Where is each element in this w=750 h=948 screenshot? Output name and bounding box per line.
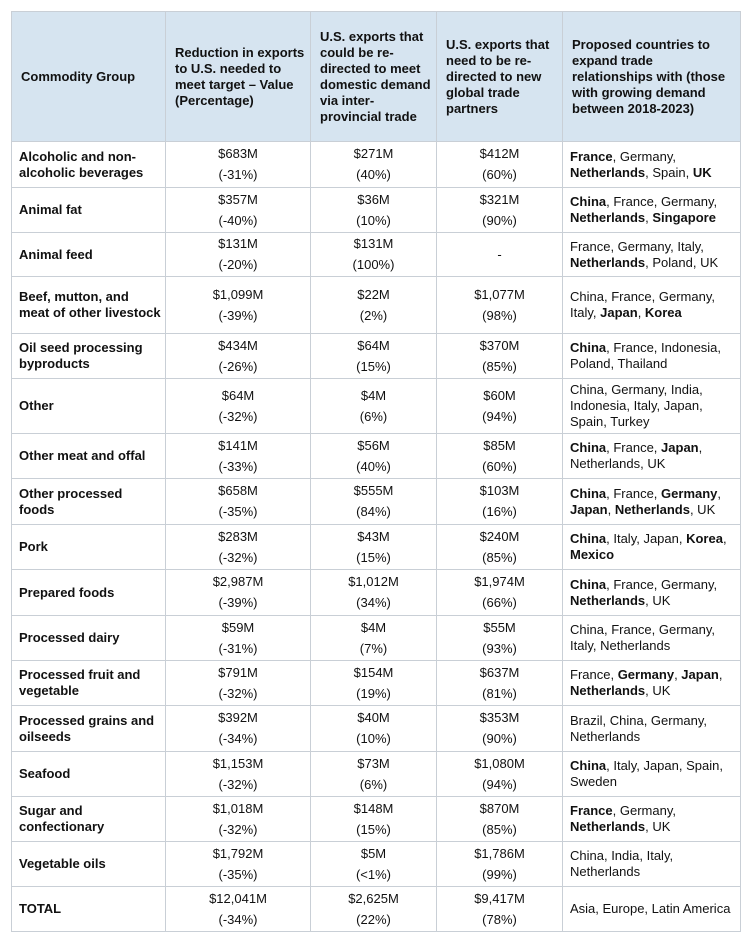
trade-table-container [11,11,740,932]
proposed-countries-cell [563,334,741,379]
table-body [12,142,741,932]
proposed-countries-cell [563,479,741,525]
commodity-group-cell: Pork [12,525,166,570]
reduction-percentage: (-35%) [218,504,258,519]
reduction-value: $683M [218,146,258,161]
interprovincial-percentage: (84%) [356,504,391,519]
highlighted-country: Netherlands [570,819,646,834]
interprovincial-percentage: (2%) [359,307,388,323]
global-partners-value: $412M [479,146,520,161]
country-text: , Spain, [645,164,693,180]
reduction-cell [166,334,311,379]
interprovincial-percentage: (15%) [356,821,391,837]
reduction-percentage: (-26%) [218,358,258,374]
interprovincial-cell [311,797,437,842]
highlighted-country: France [570,803,613,818]
country-text: , [717,485,722,501]
global-partners-cell [437,661,563,706]
reduction-percentage: (-32%) [218,408,258,424]
highlighted-country: China [570,440,607,455]
reduction-value: $2,987M [212,574,264,589]
interprovincial-percentage: (15%) [356,358,391,374]
highlighted-country: China [570,758,607,773]
commodity-group-cell: Beef, mutton, and meat of other livestock [12,277,166,334]
reduction-cell [166,142,311,188]
highlighted-country: China [570,485,607,501]
highlighted-country: Japan [681,667,719,682]
global-partners-cell [437,334,563,379]
global-partners-percentage: (99%) [482,866,517,882]
global-partners-cell [437,434,563,479]
reduction-percentage: (-32%) [218,549,258,565]
header-commodity-group: Commodity Group [12,12,166,142]
interprovincial-value: $555M [353,483,394,498]
reduction-value: $283M [218,528,258,544]
global-partners-value: $1,077M [474,286,525,302]
country-text: , [645,210,653,225]
global-partners-value: $103M [479,483,520,498]
interprovincial-cell [311,277,437,334]
global-partners-value: $870M [479,800,520,816]
global-partners-value: $85M [483,437,516,453]
proposed-countries-cell [563,233,741,277]
proposed-countries-cell [563,188,741,233]
interprovincial-percentage: (6%) [359,408,388,424]
interprovincial-percentage: (15%) [356,549,391,565]
country-text: China, Germany, India, Indonesia, Italy, Japan, Spain, Turkey [570,382,703,429]
highlighted-country: Japan [600,305,638,320]
reduction-value: $1,792M [212,845,264,861]
reduction-value: $1,099M [212,286,264,302]
interprovincial-value: $1,012M [348,574,399,589]
reduction-cell [166,525,311,570]
reduction-cell [166,233,311,277]
country-text: , [637,305,645,320]
interprovincial-percentage: (40%) [356,167,391,182]
global-partners-cell [437,797,563,842]
highlighted-country: China [570,194,607,209]
interprovincial-cell [311,570,437,616]
interprovincial-cell [311,842,437,887]
country-text: , France, Germany, [606,576,718,592]
interprovincial-value: $148M [353,800,394,816]
reduction-cell [166,797,311,842]
country-text: , [607,501,615,517]
reduction-percentage: (-32%) [218,685,258,701]
interprovincial-percentage: (34%) [356,595,391,610]
country-text: China, France, Germany, Italy, [570,289,715,320]
global-partners-value: $1,786M [474,845,525,861]
commodity-group-cell: Processed dairy [12,616,166,661]
commodity-group-cell: Processed fruit and vegetable [12,661,166,706]
reduction-percentage: (-35%) [218,866,258,882]
commodity-group-cell: Seafood [12,752,166,797]
interprovincial-value: $36M [357,191,390,207]
country-text: France, Germany, Italy, [570,238,704,254]
proposed-countries-cell [563,706,741,752]
highlighted-country: Mexico [570,547,615,562]
highlighted-country: Japan [570,501,608,517]
reduction-cell [166,752,311,797]
global-partners-value: $60M [483,387,516,403]
table-row [12,334,741,379]
proposed-countries-cell [563,277,741,334]
reduction-cell [166,616,311,661]
table-row [12,797,741,842]
table-row [12,570,741,616]
reduction-cell [166,842,311,887]
reduction-value: $658M [218,483,258,498]
commodity-group-cell: Animal feed [12,233,166,277]
commodity-group-cell: Vegetable oils [12,842,166,887]
country-text: , [674,667,682,682]
total-row [12,887,741,932]
reduction-value: $791M [218,664,258,680]
country-text: Brazil, China, Germany, Netherlands [570,712,708,744]
commodity-group-cell: Processed grains and oilseeds [12,706,166,752]
table-header [12,12,741,142]
highlighted-country: China [570,531,607,546]
global-partners-cell [437,188,563,233]
highlighted-country: Netherlands [570,592,646,608]
interprovincial-cell [311,661,437,706]
global-partners-percentage: (90%) [482,731,517,746]
header-proposed-countries: Proposed countries to expand trade relationships with (those with growing demand between 2018-2023) [563,12,741,142]
interprovincial-percentage: (10%) [356,212,391,228]
header-row [12,12,741,142]
global-partners-cell [437,842,563,887]
interprovincial-value: $40M [357,710,390,725]
global-partners-value: $9,417M [474,890,525,906]
reduction-value: $392M [218,710,258,725]
global-partners-percentage: (98%) [482,307,517,323]
highlighted-country: UK [692,164,712,180]
global-partners-value: $240M [479,528,520,544]
reduction-value: $1,153M [212,755,264,771]
highlighted-country: China [570,576,607,592]
global-partners-value: $370M [479,337,520,353]
table-row [12,434,741,479]
interprovincial-cell [311,379,437,434]
country-text: , [722,531,727,546]
country-text: , Netherlands, UK [570,440,703,471]
reduction-value: $357M [218,191,258,207]
highlighted-country: Netherlands [614,501,690,517]
proposed-countries-cell [563,661,741,706]
country-text: , Poland, UK [645,254,719,270]
interprovincial-percentage: (40%) [356,458,391,474]
interprovincial-cell [311,479,437,525]
country-text: China, France, Germany, Italy, Netherlands [570,622,715,653]
reduction-cell [166,188,311,233]
reduction-value: $59M [221,619,255,635]
country-text: , UK [645,683,671,698]
reduction-cell [166,570,311,616]
interprovincial-cell [311,887,437,932]
country-text: , France, Indonesia, Poland, Thailand [570,340,722,371]
highlighted-country: France [570,148,613,164]
highlighted-country: Netherlands [570,210,646,225]
global-partners-percentage: (85%) [482,358,517,374]
proposed-countries-cell [563,752,741,797]
highlighted-country: Korea [686,531,723,546]
global-partners-percentage: (94%) [482,408,517,424]
global-partners-percentage: (90%) [482,212,517,228]
reduction-value: $64M [221,387,255,403]
interprovincial-value: $64M [357,337,390,353]
reduction-percentage: (-32%) [218,776,258,792]
table-row [12,379,741,434]
country-text: , Germany, [612,148,676,164]
country-text: , UK [645,592,671,608]
header-interprovincial: U.S. exports that could be re-directed to meet domestic demand via inter-provincial trade [311,12,437,142]
highlighted-country: Korea [644,305,682,320]
table-row [12,525,741,570]
reduction-percentage: (-34%) [218,731,258,746]
trade-table [11,11,741,932]
reduction-percentage: (-33%) [218,458,258,474]
commodity-group-cell: Alcoholic and non-alcoholic beverages [12,142,166,188]
commodity-group-cell: TOTAL [12,887,166,932]
reduction-percentage: (-20%) [218,257,258,272]
reduction-value: $12,041M [209,890,267,906]
interprovincial-cell [311,434,437,479]
reduction-cell [166,887,311,932]
highlighted-country: Germany [661,485,718,501]
global-partners-percentage: (93%) [482,640,517,656]
country-text: , France, Germany, [606,194,718,209]
global-partners-cell [437,379,563,434]
interprovincial-value: $22M [357,286,390,302]
global-partners-cell [437,570,563,616]
country-text: , France, [606,440,662,455]
reduction-cell [166,277,311,334]
table-row [12,142,741,188]
table-row [12,616,741,661]
interprovincial-cell [311,233,437,277]
interprovincial-value: $4M [360,619,387,635]
global-partners-percentage: (66%) [482,595,517,610]
country-text: , UK [689,501,716,517]
reduction-value: $434M [218,337,258,353]
global-partners-value: $1,080M [474,755,525,771]
global-partners-cell [437,706,563,752]
global-partners-cell [437,142,563,188]
interprovincial-value: $5M [360,845,387,861]
highlighted-country: Netherlands [570,164,646,180]
interprovincial-value: $2,625M [348,890,399,906]
interprovincial-value: $131M [353,236,394,251]
global-partners-cell [437,752,563,797]
table-row [12,479,741,525]
global-partners-percentage: (85%) [482,549,517,565]
table-row [12,277,741,334]
global-partners-value: $353M [479,710,520,725]
highlighted-country: Singapore [652,210,716,225]
highlighted-country: Netherlands [570,683,646,698]
commodity-group-cell: Other [12,379,166,434]
interprovincial-percentage: (6%) [359,776,388,792]
reduction-percentage: (-31%) [218,167,258,182]
table-row [12,661,741,706]
commodity-group-cell: Animal fat [12,188,166,233]
interprovincial-value: $154M [353,664,394,680]
header-reduction: Reduction in exports to U.S. needed to meet target – Value (Percentage) [166,12,311,142]
proposed-countries-cell [563,142,741,188]
proposed-countries-cell [563,570,741,616]
interprovincial-cell [311,706,437,752]
interprovincial-percentage: (100%) [352,257,395,272]
country-text: , Italy, Japan, [606,531,687,546]
country-text: China, India, Italy, Netherlands [570,848,674,879]
table-row [12,842,741,887]
interprovincial-percentage: (<1%) [355,866,392,882]
proposed-countries-cell [563,616,741,661]
proposed-countries-cell [563,434,741,479]
interprovincial-cell [311,616,437,661]
global-partners-percentage: (94%) [482,776,517,792]
reduction-cell [166,434,311,479]
commodity-group-cell: Other processed foods [12,479,166,525]
global-partners-value: $55M [483,619,516,635]
reduction-percentage: (-40%) [218,212,258,228]
interprovincial-cell [311,188,437,233]
highlighted-country: Germany [617,667,675,682]
global-partners-value: $321M [479,191,520,207]
interprovincial-cell [311,525,437,570]
reduction-percentage: (-32%) [218,821,258,837]
country-text: , Italy, Japan, Spain, Sweden [570,758,723,789]
proposed-countries-cell [563,842,741,887]
reduction-value: $1,018M [212,800,264,816]
interprovincial-value: $4M [360,387,387,403]
table-row [12,752,741,797]
global-partners-cell [437,479,563,525]
highlighted-country: China [570,340,607,355]
commodity-group-cell: Other meat and offal [12,434,166,479]
global-partners-percentage: (81%) [482,685,517,701]
global-partners-value: - [497,246,502,262]
global-partners-percentage: (85%) [482,821,517,837]
table-row [12,706,741,752]
interprovincial-percentage: (19%) [356,685,391,701]
reduction-cell [166,661,311,706]
reduction-percentage: (-31%) [218,640,258,656]
global-partners-percentage: (60%) [482,458,517,474]
highlighted-country: Japan [661,440,699,455]
highlighted-country: Netherlands [570,254,646,270]
global-partners-value: $1,974M [474,574,525,589]
global-partners-percentage: (78%) [482,911,517,927]
interprovincial-value: $271M [353,146,394,161]
reduction-percentage: (-39%) [218,595,258,610]
table-row [12,188,741,233]
proposed-countries-cell [563,887,741,932]
interprovincial-percentage: (22%) [356,911,391,927]
country-text: Asia, Europe, Latin America [570,901,731,916]
global-partners-value: $637M [479,664,520,680]
global-partners-cell [437,525,563,570]
interprovincial-percentage: (7%) [359,640,388,656]
commodity-group-cell: Oil seed processing byproducts [12,334,166,379]
reduction-value: $141M [218,437,258,453]
global-partners-percentage: (60%) [482,167,517,182]
reduction-percentage: (-34%) [218,911,258,927]
country-text: , [718,667,723,682]
country-text: France, [570,667,618,682]
table-row [12,233,741,277]
reduction-cell [166,379,311,434]
interprovincial-value: $73M [357,755,390,771]
interprovincial-value: $43M [357,528,390,544]
commodity-group-cell: Sugar and confectionary [12,797,166,842]
reduction-value: $131M [218,236,258,251]
interprovincial-cell [311,752,437,797]
global-partners-cell [437,233,563,277]
header-global-partners: U.S. exports that need to be re-directed to new global trade partners [437,12,563,142]
global-partners-cell [437,277,563,334]
proposed-countries-cell [563,525,741,570]
interprovincial-cell [311,334,437,379]
reduction-cell [166,706,311,752]
interprovincial-percentage: (10%) [356,731,391,746]
global-partners-cell [437,887,563,932]
reduction-percentage: (-39%) [218,307,258,323]
reduction-cell [166,479,311,525]
interprovincial-value: $56M [357,437,390,453]
interprovincial-cell [311,142,437,188]
global-partners-percentage: (16%) [482,504,517,519]
country-text: , France, [606,485,662,501]
country-text: , Germany, [612,803,676,818]
country-text: , UK [645,819,671,834]
commodity-group-cell: Prepared foods [12,570,166,616]
proposed-countries-cell [563,797,741,842]
proposed-countries-cell [563,379,741,434]
global-partners-cell [437,616,563,661]
